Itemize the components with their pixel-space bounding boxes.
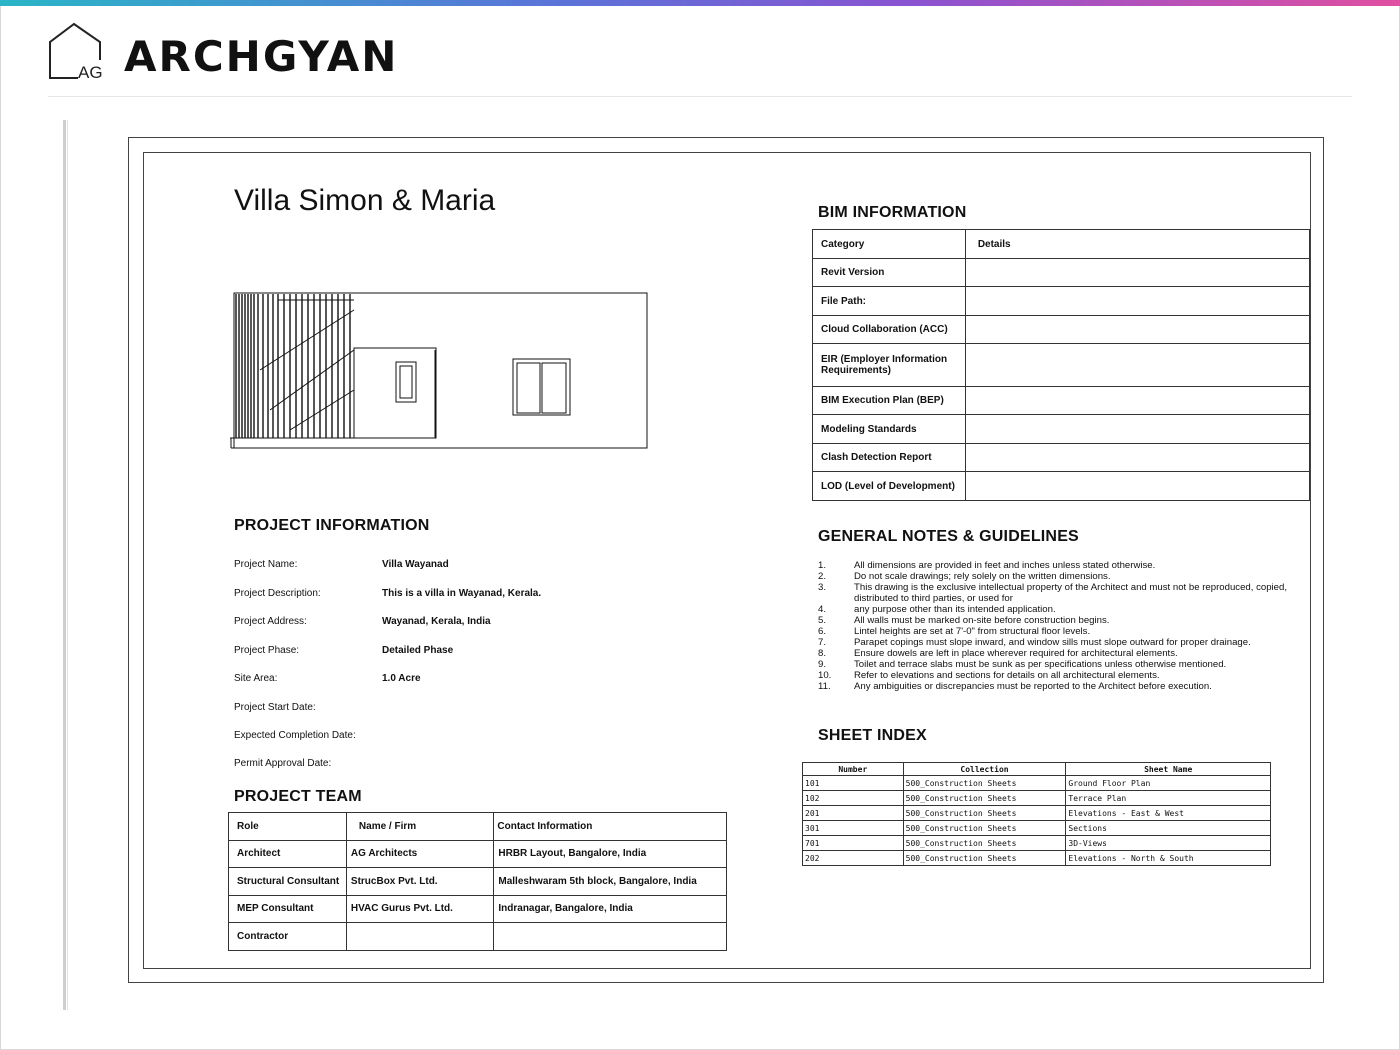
note-text: Ensure dowels are left in place wherever required for architectural elements.: [854, 648, 1178, 659]
table-header-row: [813, 230, 1310, 259]
table-header-cell: Sheet Name: [1066, 763, 1271, 776]
table-cell: EIR (Employer Information Requirements): [813, 344, 966, 387]
table-cell: Clash Detection Report: [813, 444, 966, 472]
note-text: Lintel heights are set at 7'-0" from structural floor levels.: [854, 626, 1091, 637]
list-item: [818, 637, 1298, 648]
note-text: Any ambiguities or discrepancies must be reported to the Architect before execution.: [854, 681, 1212, 692]
table-row: [803, 791, 1271, 806]
table-cell: [965, 444, 1309, 472]
table-row: [803, 821, 1271, 836]
note-number: 4.: [818, 604, 827, 615]
table-cell: Ground Floor Plan: [1066, 776, 1271, 791]
table-cell: 500_Construction Sheets: [903, 791, 1066, 806]
table-header-cell: Category: [813, 230, 966, 259]
elevation-drawing: [230, 290, 650, 452]
table-cell: Sections: [1066, 821, 1271, 836]
note-text: any purpose other than its intended application.: [854, 604, 1056, 615]
sheet-title: Villa Simon & Maria: [234, 184, 496, 217]
table-row: [229, 895, 727, 923]
table-cell: [965, 316, 1309, 344]
table-header-row: [229, 813, 727, 841]
note-number: 1.: [818, 560, 827, 571]
table-cell: File Path:: [813, 287, 966, 316]
table-cell: LOD (Level of Development): [813, 472, 966, 501]
general-notes-list: [818, 560, 1298, 692]
table-row: [803, 806, 1271, 821]
table-cell: [965, 259, 1309, 287]
table-cell: 3D-Views: [1066, 836, 1271, 851]
table-cell: 500_Construction Sheets: [903, 836, 1066, 851]
table-row: [813, 259, 1310, 287]
table-row: [813, 444, 1310, 472]
table-row: [813, 387, 1310, 415]
table-cell: 500_Construction Sheets: [903, 851, 1066, 866]
project-info-value: This is a villa in Wayanad, Kerala.: [382, 588, 542, 599]
house-logo-icon[interactable]: [48, 22, 104, 80]
table-cell: Architect: [229, 840, 347, 868]
table-header-cell: Role: [229, 813, 347, 841]
table-row: [803, 851, 1271, 866]
table-cell: MEP Consultant: [229, 895, 347, 923]
table-cell: 101: [803, 776, 904, 791]
table-cell: [965, 472, 1309, 501]
table-cell: Cloud Collaboration (ACC): [813, 316, 966, 344]
table-cell: Terrace Plan: [1066, 791, 1271, 806]
project-info-label: Project Name:: [234, 559, 298, 570]
table-header-cell: Number: [803, 763, 904, 776]
note-number: 9.: [818, 659, 827, 670]
table-cell: [346, 923, 493, 951]
table-cell: Elevations - East & West: [1066, 806, 1271, 821]
table-row: [229, 923, 727, 951]
list-item: [818, 626, 1298, 637]
note-number: 10.: [818, 670, 832, 681]
viewer-scroll-rule: [63, 120, 66, 1010]
list-item: [818, 659, 1298, 670]
project-info-label: Project Address:: [234, 616, 307, 627]
list-item: [818, 681, 1298, 692]
list-item: [818, 670, 1298, 681]
project-info-value: Detailed Phase: [382, 645, 454, 656]
note-number: 5.: [818, 615, 827, 626]
viewer-scroll-rule-inner: [67, 120, 68, 1010]
sheet-index-heading: SHEET INDEX: [818, 727, 927, 744]
table-cell: 500_Construction Sheets: [903, 806, 1066, 821]
note-text: Toilet and terrace slabs must be sunk as per specifications unless otherwise mentioned.: [854, 659, 1227, 670]
note-text: All walls must be marked on-site before construction begins.: [854, 615, 1110, 626]
project-info-label: Project Phase:: [234, 645, 300, 656]
list-item: [818, 582, 1298, 604]
project-info-value: Villa Wayanad: [382, 559, 449, 570]
table-row: [229, 840, 727, 868]
list-item: [818, 615, 1298, 626]
table-row: [813, 415, 1310, 444]
table-header-cell: Details: [965, 230, 1309, 259]
project-info-label: Project Description:: [234, 588, 321, 599]
list-item: [818, 648, 1298, 659]
page-frame-left: [0, 0, 1, 1050]
note-number: 8.: [818, 648, 827, 659]
bim-information-heading: BIM INFORMATION: [818, 204, 967, 221]
table-cell: 102: [803, 791, 904, 806]
note-text: Refer to elevations and sections for details on all architectural elements.: [854, 670, 1160, 681]
table-header-cell: Contact Information: [494, 813, 727, 841]
project-info-value: 1.0 Acre: [382, 673, 421, 684]
note-text: This drawing is the exclusive intellectual property of the Architect and must not be reproduced, copied, distributed to third parties, or used for: [854, 582, 1288, 604]
table-cell: [965, 287, 1309, 316]
table-cell: Structural Consultant: [229, 868, 347, 896]
site-header: [48, 20, 1352, 97]
table-cell: Elevations - North & South: [1066, 851, 1271, 866]
table-cell: StrucBox Pvt. Ltd.: [346, 868, 493, 896]
list-item: [818, 571, 1298, 582]
table-cell: [965, 344, 1309, 387]
table-cell: 201: [803, 806, 904, 821]
table-cell: HVAC Gurus Pvt. Ltd.: [346, 895, 493, 923]
table-cell: 701: [803, 836, 904, 851]
note-text: Parapet copings must slope inward, and window sills must slope outward for proper drainage.: [854, 637, 1251, 648]
table-header-row: [803, 763, 1271, 776]
project-team-table: [228, 812, 727, 951]
note-number: 2.: [818, 571, 827, 582]
table-row: [803, 836, 1271, 851]
project-info-value: Wayanad, Kerala, India: [382, 616, 491, 627]
bim-information-table: [812, 229, 1310, 501]
general-notes-heading: GENERAL NOTES & GUIDELINES: [818, 528, 1079, 545]
table-cell: 301: [803, 821, 904, 836]
note-text: All dimensions are provided in feet and inches unless stated otherwise.: [854, 560, 1156, 571]
list-item: [818, 560, 1298, 571]
table-row: [803, 776, 1271, 791]
note-number: 6.: [818, 626, 827, 637]
table-row: [813, 344, 1310, 387]
project-team-heading: PROJECT TEAM: [234, 788, 362, 805]
note-text: Do not scale drawings; rely solely on the written dimensions.: [854, 571, 1111, 582]
brand-name[interactable]: ARCHGYAN: [124, 32, 399, 81]
logo-text: AG: [78, 63, 103, 80]
table-row: [229, 868, 727, 896]
project-information-heading: PROJECT INFORMATION: [234, 517, 430, 534]
table-cell: 202: [803, 851, 904, 866]
table-cell: 500_Construction Sheets: [903, 821, 1066, 836]
table-row: [813, 316, 1310, 344]
table-cell: Modeling Standards: [813, 415, 966, 444]
sheet-index-table: [802, 762, 1271, 866]
table-row: [813, 472, 1310, 501]
table-cell: HRBR Layout, Bangalore, India: [494, 840, 727, 868]
project-info-label: Expected Completion Date:: [234, 730, 356, 741]
list-item: [818, 604, 1298, 615]
note-number: 11.: [818, 681, 831, 692]
table-cell: Contractor: [229, 923, 347, 951]
table-cell: BIM Execution Plan (BEP): [813, 387, 966, 415]
table-cell: 500_Construction Sheets: [903, 776, 1066, 791]
note-number: 7.: [818, 637, 827, 648]
table-cell: [965, 415, 1309, 444]
gradient-top-bar: [0, 0, 1400, 6]
table-cell: [965, 387, 1309, 415]
table-cell: AG Architects: [346, 840, 493, 868]
project-info-label: Permit Approval Date:: [234, 758, 332, 769]
project-info-label: Site Area:: [234, 673, 278, 684]
table-row: [813, 287, 1310, 316]
table-cell: Indranagar, Bangalore, India: [494, 895, 727, 923]
table-header-cell: Name / Firm: [346, 813, 493, 841]
table-cell: Revit Version: [813, 259, 966, 287]
table-cell: Malleshwaram 5th block, Bangalore, India: [494, 868, 727, 896]
note-number: 3.: [818, 582, 827, 593]
project-info-label: Project Start Date:: [234, 702, 316, 713]
table-cell: [494, 923, 727, 951]
table-header-cell: Collection: [903, 763, 1066, 776]
